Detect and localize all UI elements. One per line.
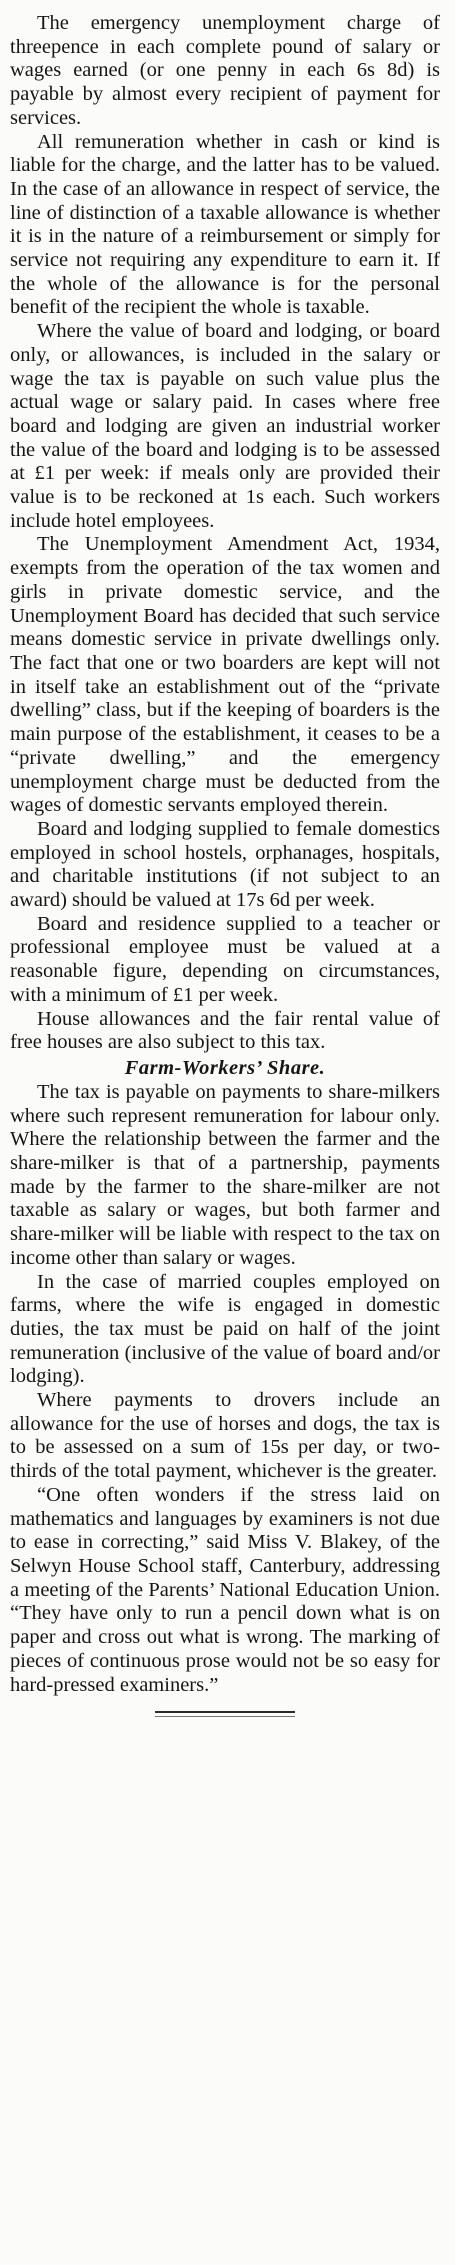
article-paragraph-6: Board and residence supplied to a teacher or professional employee must be valued at a reasonable figure, depending on circumstances, with a minimum of £1 per week. — [10, 912, 440, 1006]
article-paragraph-9: In the case of married couples employed on farms, where the wife is engaged in domestic duties, the tax must be paid on half of the joint remuneration (inclusive of the value of board and/or lodging). — [10, 1270, 440, 1388]
article-paragraph-1: The emergency unemployment charge of threepence in each complete pound of salary or wages earned (or one penny in each 6s 8d) is payable by almost every recipient of payment for services. — [10, 12, 440, 129]
article-paragraph-10: Where payments to drovers include an allowance for the use of horses and dogs, the tax is to be assessed on a sum of 15s per day, or two-thirds of the total payment, whichever is the greater. — [10, 1389, 440, 1483]
article-paragraph-4: The Unemployment Amendment Act, 1934, exempts from the operation of the tax women and girls in private domestic service, and the Unemployment Board has decided that such service means domestic service in private dwellings only. The fact that one or two boarders are kept will not in itself take an establishment out of the “private dwelling” class, but if the keeping of boarders is the main purpose of the establishment, it ceases to be a “private dwelling,” and the emergency unemployment charge must be deducted from the wages of domestic servants employed therein. — [10, 533, 440, 817]
article-paragraph-2: All remuneration whether in cash or kind is liable for the charge, and the latter has to be valued. In the case of an allowance in respect of service, the line of distinction of a taxable allowance is whether it is in the nature of a reimbursement or simply for service not requiring any expenditure to earn it. If the whole of the allowance is for the personal benefit of the recipient the whole is taxable. — [10, 130, 440, 319]
article-paragraph-8: The tax is payable on payments to share-milkers where such represent remuneration for labour only. Where the relationship between the farmer and the share-milker is that of a partnership, payments made by the farmer to the share-milker are not taxable as salary or wages, but both farmer and share-milker will be liable with respect to the tax on income other than salary or wages. — [10, 1080, 440, 1269]
article-paragraph-5: Board and lodging supplied to female domestics employed in school hostels, orphanages, hospitals, and charitable institutions (if not subject to an award) should be valued at 17s 6d per week. — [10, 817, 440, 912]
article-paragraph-7: House allowances and the fair rental value of free houses are also subject to this tax. — [10, 1007, 440, 1054]
article-paragraph-3: Where the value of board and lodging, or board only, or allowances, is included in the salary or wage the tax is payable on such value plus the actual wage or salary paid. In cases where free board and lodging are given an industrial worker the value of the board and lodging is to be assessed at £1 per week: if meals only are provided their value is to be reckoned at 1s each. Such workers include hotel employees. — [10, 320, 440, 532]
section-subheading: Farm-Workers’ Share. — [124, 1056, 326, 1079]
quote-paragraph: “One often wonders if the stress laid on mathematics and languages by examiners is not due to ease in correcting,” said Miss V. Blakey, of the Selwyn House School staff, Canterbury, addressing a meeting of the Parents’ National Education Union. “They have only to run a pencil down what is on paper and cross out what is wrong. The marking of pieces of continuous prose would not be so easy for hard-pressed examiners.” — [10, 1483, 440, 1696]
column-end-rule — [155, 1711, 295, 1717]
